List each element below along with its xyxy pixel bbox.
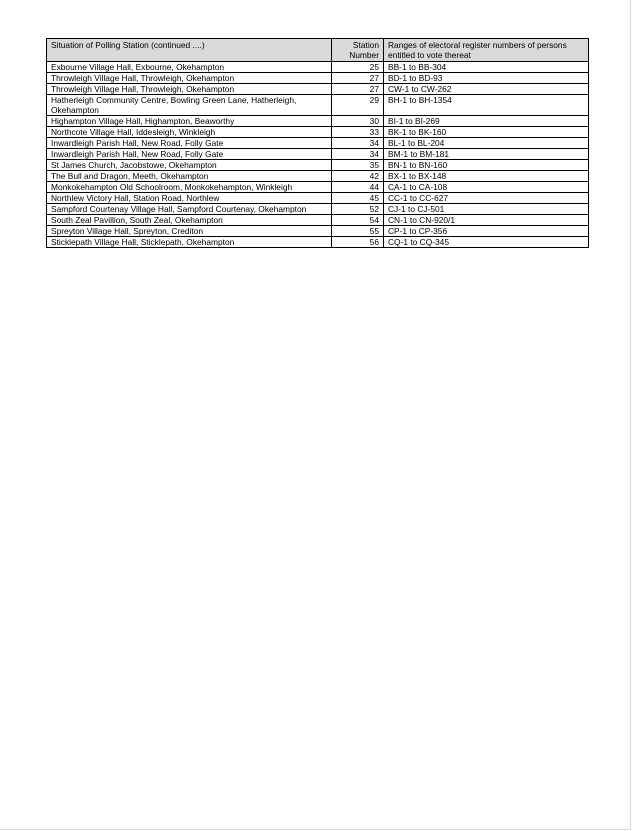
cell-situation: St James Church, Jacobstowe, Okehampton (47, 160, 332, 171)
cell-situation: Northcote Village Hall, Iddesleigh, Winkleigh (47, 127, 332, 138)
table-row (47, 215, 589, 226)
cell-situation: Sticklepath Village Hall, Sticklepath, Okehampton (47, 237, 332, 248)
table-row (47, 204, 589, 215)
table-row (47, 95, 589, 116)
cell-situation: Inwardleigh Parish Hall, New Road, Folly Gate (47, 149, 332, 160)
cell-situation: Exbourne Village Hall, Exbourne, Okehampton (47, 62, 332, 73)
cell-station-number: 44 (332, 182, 384, 193)
cell-station-number: 25 (332, 62, 384, 73)
cell-register-range: CN-1 to CN-920/1 (384, 215, 589, 226)
table-row (47, 182, 589, 193)
cell-station-number: 34 (332, 138, 384, 149)
cell-register-range: CW-1 to CW-262 (384, 84, 589, 95)
cell-situation: Spreyton Village Hall, Spreyton, Crediton (47, 226, 332, 237)
cell-register-range: BB-1 to BB-304 (384, 62, 589, 73)
cell-situation: The Bull and Dragon, Meeth, Okehampton (47, 171, 332, 182)
cell-register-range: BD-1 to BD-93 (384, 73, 589, 84)
polling-stations-table (46, 38, 589, 248)
cell-station-number: 27 (332, 73, 384, 84)
cell-station-number: 33 (332, 127, 384, 138)
cell-register-range: CC-1 to CC-627 (384, 193, 589, 204)
table-body (47, 62, 589, 248)
header-register-range: Ranges of electoral register numbers of persons entitled to vote thereat (384, 39, 589, 62)
cell-register-range: BI-1 to BI-269 (384, 116, 589, 127)
cell-register-range: BH-1 to BH-1354 (384, 95, 589, 116)
table-row (47, 127, 589, 138)
cell-station-number: 45 (332, 193, 384, 204)
table-row (47, 84, 589, 95)
table-row (47, 237, 589, 248)
header-station-number: Station Number (332, 39, 384, 62)
table-row (47, 116, 589, 127)
cell-situation: Monkokehampton Old Schoolroom, Monkokehampton, Winkleigh (47, 182, 332, 193)
table-row (47, 73, 589, 84)
cell-station-number: 54 (332, 215, 384, 226)
cell-register-range: BL-1 to BL-204 (384, 138, 589, 149)
table-row (47, 138, 589, 149)
header-situation: Situation of Polling Station (continued ....) (47, 39, 332, 62)
cell-situation: South Zeal Pavillion, South Zeal, Okehampton (47, 215, 332, 226)
cell-register-range: CQ-1 to CQ-345 (384, 237, 589, 248)
cell-station-number: 52 (332, 204, 384, 215)
cell-situation: Northlew Victory Hall, Station Road, Northlew (47, 193, 332, 204)
cell-station-number: 55 (332, 226, 384, 237)
cell-register-range: CJ-1 to CJ-501 (384, 204, 589, 215)
cell-situation: Highampton Village Hall, Highampton, Beaworthy (47, 116, 332, 127)
cell-register-range: BK-1 to BK-160 (384, 127, 589, 138)
cell-situation: Sampford Courtenay Village Hall, Sampford Courtenay, Okehampton (47, 204, 332, 215)
table-row (47, 171, 589, 182)
cell-register-range: BM-1 to BM-181 (384, 149, 589, 160)
cell-situation: Throwleigh Village Hall, Throwleigh, Okehampton (47, 73, 332, 84)
cell-station-number: 34 (332, 149, 384, 160)
cell-station-number: 27 (332, 84, 384, 95)
cell-situation: Throwleigh Village Hall, Throwleigh, Okehampton (47, 84, 332, 95)
header-row (47, 39, 589, 62)
table-header (47, 39, 589, 62)
table-row (47, 62, 589, 73)
cell-register-range: BN-1 to BN-160 (384, 160, 589, 171)
table-row (47, 160, 589, 171)
table-row (47, 226, 589, 237)
table-row (47, 149, 589, 160)
cell-station-number: 29 (332, 95, 384, 116)
cell-station-number: 35 (332, 160, 384, 171)
table-row (47, 193, 589, 204)
cell-register-range: BX-1 to BX-148 (384, 171, 589, 182)
cell-station-number: 42 (332, 171, 384, 182)
cell-station-number: 30 (332, 116, 384, 127)
cell-station-number: 56 (332, 237, 384, 248)
cell-situation: Hatherleigh Community Centre, Bowling Green Lane, Hatherleigh, Okehampton (47, 95, 332, 116)
cell-register-range: CA-1 to CA-108 (384, 182, 589, 193)
cell-situation: Inwardleigh Parish Hall, New Road, Folly Gate (47, 138, 332, 149)
cell-register-range: CP-1 to CP-356 (384, 226, 589, 237)
